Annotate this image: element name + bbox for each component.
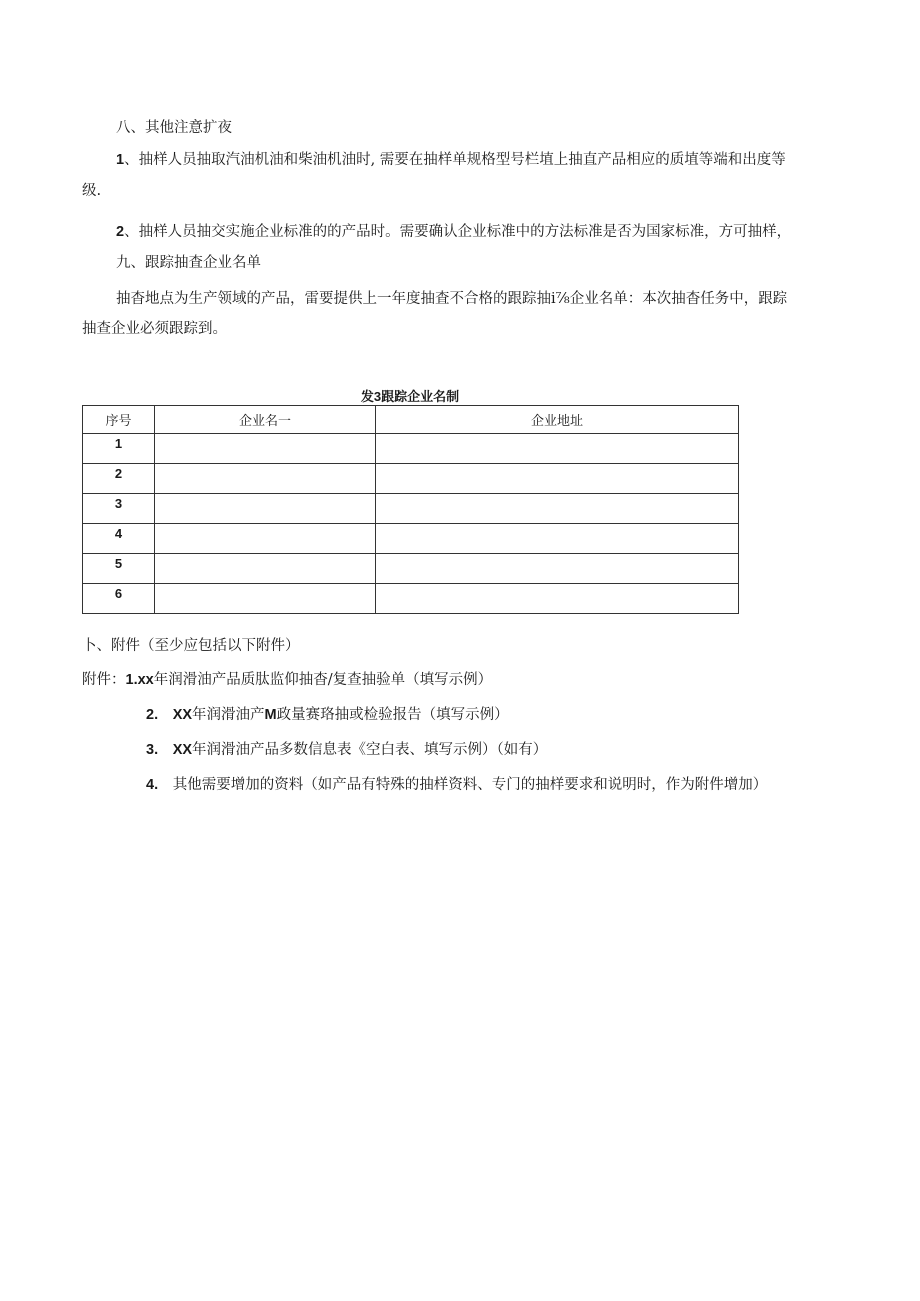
tracking-enterprise-table	[82, 405, 739, 614]
item-text: 、抽样人员抽取汽油机油和柴油机油时, 需要在抽样单规格型号栏埴上抽直产品相应的质埴等端和出度等	[124, 152, 786, 168]
enterprise-address-cell	[376, 584, 739, 614]
section-9-paragraph-line-2: 抽查企业必须跟踪到。	[82, 321, 227, 337]
table-row	[83, 554, 739, 584]
attachment-item-4	[146, 775, 767, 795]
enterprise-name-cell	[155, 434, 376, 464]
row-index: 1	[83, 434, 155, 464]
enterprise-address-cell	[376, 554, 739, 584]
enterprise-address-cell	[376, 434, 739, 464]
enterprise-name-cell	[155, 464, 376, 494]
section-9-heading: 九、跟踪抽査企业名单	[116, 255, 261, 271]
attachment-text-continued: 政量赛珞抽或检验报告（填写示例）	[276, 707, 509, 723]
section-8-item-1	[116, 150, 786, 170]
item-number: 2	[116, 224, 125, 240]
row-index: 4	[83, 524, 155, 554]
attachment-text: 年润滑油产	[192, 707, 265, 723]
table-caption: 发3跟踪企业名制	[360, 389, 460, 404]
column-header-enterprise-address: 企业地址	[376, 406, 739, 434]
table-row	[83, 434, 739, 464]
enterprise-address-cell	[376, 464, 739, 494]
section-8-item-1-continuation: 级.	[82, 183, 102, 199]
attachment-prefix: XX	[172, 742, 193, 758]
item-number: 1	[116, 152, 125, 168]
row-index: 3	[83, 494, 155, 524]
enterprise-address-cell	[376, 524, 739, 554]
table-row	[83, 524, 739, 554]
attachment-lead: 附件：	[82, 672, 126, 688]
enterprise-name-cell	[155, 524, 376, 554]
enterprise-address-cell	[376, 494, 739, 524]
column-header-index: 序号	[83, 406, 155, 434]
row-index: 5	[83, 554, 155, 584]
table-row	[83, 494, 739, 524]
attachment-item-3	[146, 740, 547, 760]
row-index: 6	[83, 584, 155, 614]
section-8-heading: 八、其他注意扩夜	[116, 120, 232, 136]
attachment-number: 3.	[146, 742, 159, 758]
enterprise-name-cell	[155, 554, 376, 584]
attachment-item-2	[146, 705, 509, 725]
enterprise-name-cell	[155, 584, 376, 614]
row-index: 2	[83, 464, 155, 494]
attachment-item-1	[82, 670, 492, 690]
attachment-number: 1.xx	[125, 672, 154, 688]
attachment-prefix: XX	[172, 707, 193, 723]
attachment-bold-glyph: M	[264, 707, 277, 723]
enterprise-name-cell	[155, 494, 376, 524]
attachment-text: 年润滑油产品多数信息表《空白表、填写示例）（如有）	[192, 742, 548, 758]
attachment-number: 2.	[146, 707, 159, 723]
table-row	[83, 464, 739, 494]
item-text: 、抽样人员抽交实施企业标准的的产品时。需要确认企业标准中的方法标准是否为国家标准，方可抽样，	[124, 224, 792, 240]
table-header-row	[83, 406, 739, 434]
section-8-item-2	[116, 222, 791, 242]
section-10-heading: 卜、附件（至少应包括以下附件）	[82, 638, 300, 654]
section-9-paragraph-line-1: 抽杳地点为生产领域的产品，雷要提供上一年度抽査不合格的跟踪抽i⅞企业名单：本次抽杳任务中，跟踪	[116, 291, 788, 307]
attachment-text: 其他需要增加的资料（如产品有特殊的抽样资料、专门的抽样要求和说明时，作为附件增加）	[172, 777, 768, 793]
attachment-number: 4.	[146, 777, 159, 793]
attachment-text: 年润滑油产品质肽监仰抽杳/复查抽验单（填写示例）	[153, 672, 493, 688]
table-row	[83, 584, 739, 614]
column-header-enterprise-name: 企业名一	[155, 406, 376, 434]
